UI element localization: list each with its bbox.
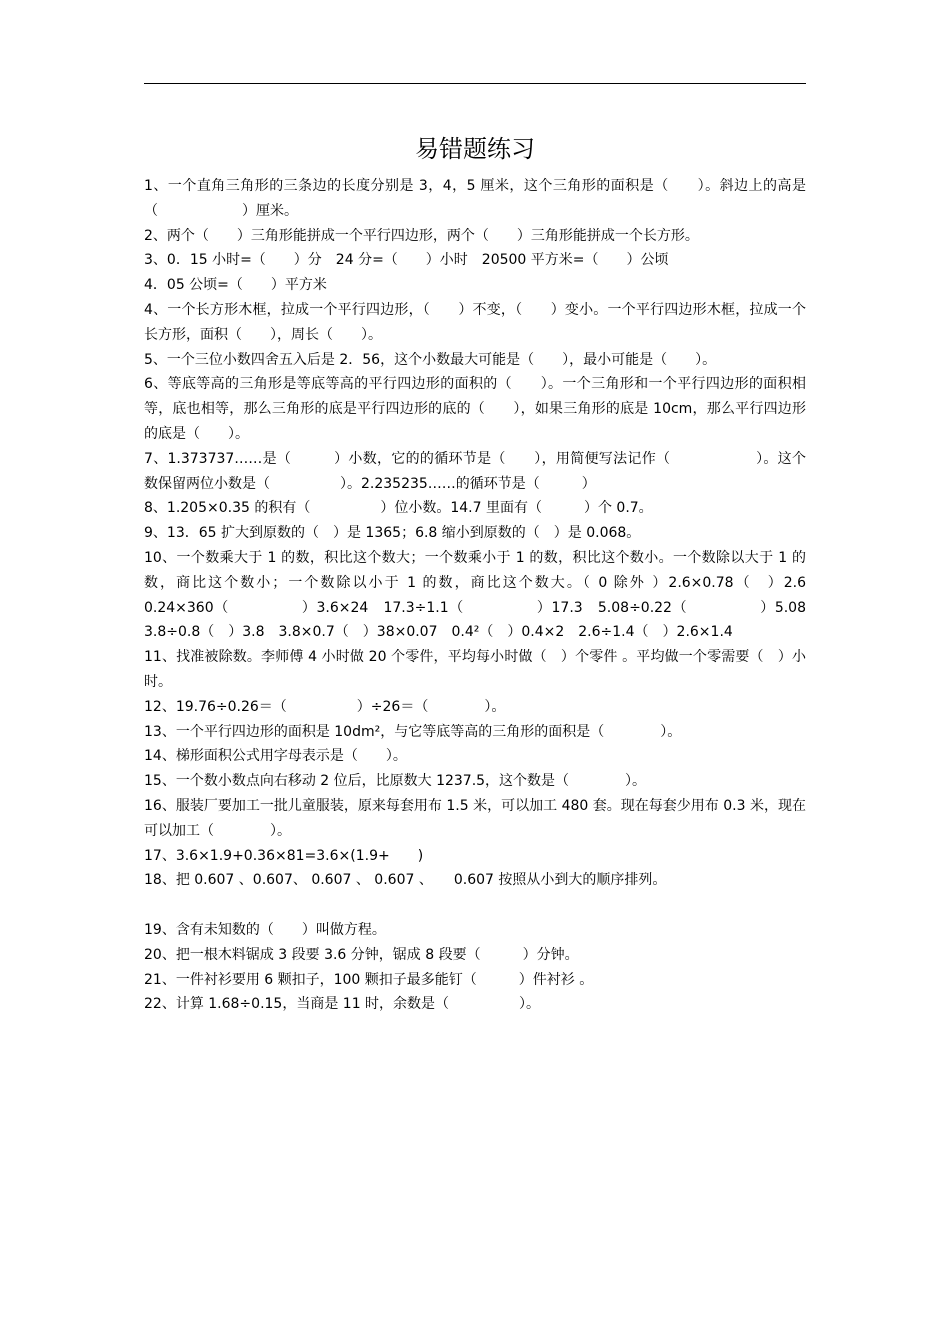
question-9: 9、13．65 扩大到原数的（ ）是 1365；6.8 缩小到原数的（ ）是 0.068。: [144, 525, 641, 542]
question-15: 15、一个数小数点向右移动 2 位后，比原数大 1237.5，这个数是（ ）。: [144, 773, 647, 790]
question-3-continued: 4．05 公顷=（ ）平方米: [144, 277, 327, 294]
question-22: 22、计算 1.68÷0.15，当商是 11 时，余数是（ ）。: [144, 996, 541, 1013]
question-18: 18、把 0.607 、0.607、 0.607 、 0.607 、 0.607 按照从小到大的顺序排列。: [144, 872, 667, 889]
question-8: 8、1.205×0.35 的积有（ ）位小数。14.7 里面有（ ）个 0.7。: [144, 500, 653, 517]
question-17: 17、3.6×1.9+0.36×81=3.6×(1.9+ ): [144, 847, 424, 864]
question-1: 1、一个直角三角形的三条边的长度分别是 3，4，5 厘米，这个三角形的面积是（ ）。斜边上的高是（ ）厘米。: [144, 178, 806, 219]
question-19: 19、含有未知数的（ ）叫做方程。: [144, 921, 386, 938]
header-rule: [144, 83, 806, 84]
question-21: 21、一件衬衫要用 6 颗扣子，100 颗扣子最多能钉（ ）件衬衫 。: [144, 971, 594, 988]
question-11: 11、找准被除数。李师傅 4 小时做 20 个零件，平均每小时做（ ）个零件 。平均做一个零需要（ ）小时。: [144, 649, 806, 690]
question-20: 20、把一根木料锯成 3 段要 3.6 分钟，锯成 8 段要（ ）分钟。: [144, 946, 579, 963]
question-3: 3、0．15 小时=（ ）分 24 分=（ ）小时 20500 平方米=（ ）公顷: [144, 252, 669, 269]
question-4: 4、一个长方形木框，拉成一个平行四边形，（ ）不变，（ ）变小。一个平行四边形木框，拉成一个长方形，面积（ ），周长（ ）。: [144, 301, 806, 343]
question-7: 7、1.373737……是（ ）小数，它的的循环节是（ ），用简便写法记作（ ）。这个数保留两位小数是（ ）。2.235235……的循环节是（ ）: [144, 450, 806, 492]
question-16: 16、服装厂要加工一批儿童服装，原来每套用布 1.5 米，可以加工 480 套。现在每套少用布 0.3 米，现在可以加工（ ）。: [144, 797, 806, 839]
question-2: 2、两个（ ）三角形能拼成一个平行四边形，两个（ ）三角形能拼成一个长方形。: [144, 227, 699, 244]
page-title: 易错题练习: [415, 135, 535, 163]
question-10: 10、一个数乘大于 1 的数，积比这个数大；一个数乘小于 1 的数，积比这个数小。一个数除以大于 1 的数，商比这个数小；一个数除以小于 1 的数，商比这个数大。（ 0 除外 ）2.6×0.78（ ）2.6 0.24×360（ ）3.6×24 17.3÷1.1（ ）17.3 5.08÷0.22（ ）5.08 3.8÷0.8（ ）3.8 3.8×0.7（ ）38×0.07 0.4²（ ）0.4×2 2.6÷1.4（ ）2.6×1.4: [144, 549, 820, 641]
question-6: 6、等底等高的三角形是等底等高的平行四边形的面积的（ ）。一个三角形和一个平行四边形的面积相等，底也相等，那么三角形的底是平行四边形的底的（ ），如果三角形的底是 10cm，那么平行四边形的底是（ ）。: [144, 376, 806, 442]
question-13: 13、一个平行四边形的面积是 10dm²，与它等底等高的三角形的面积是（ ）。: [144, 723, 682, 740]
question-list: [144, 174, 820, 1017]
question-14: 14、梯形面积公式用字母表示是（ ）。: [144, 748, 407, 765]
question-5: 5、一个三位小数四舍五入后是 2．56，这个小数最大可能是（ ），最小可能是（ ）。: [144, 351, 717, 368]
question-12: 12、19.76÷0.26＝（ ）÷26＝（ ）。: [144, 698, 506, 715]
